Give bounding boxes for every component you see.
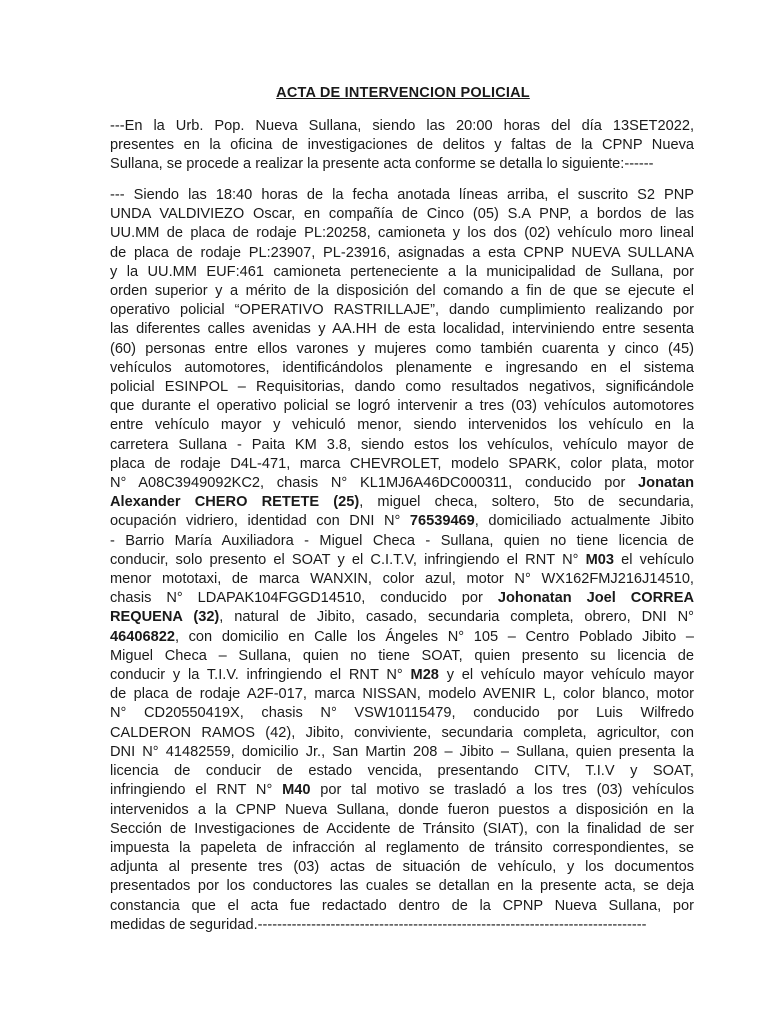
paragraph-line: conducir y la T.I.V. infringiendo el RNT N° M28 y el vehículo mayor vehículo mayor — [110, 667, 694, 684]
intro-paragraph — [110, 117, 694, 175]
paragraph-line: (60) personas entre ellos varones y mujeres como también cuarenta y cinco (45) — [110, 340, 694, 357]
paragraph-line: CALDERON RAMOS (42), Jibito, conviviente, secundaria completa, agricultor, con — [110, 724, 694, 741]
paragraph-line: REQUENA (32), natural de Jibito, casado, secundaria completa, obrero, DNI N° — [110, 609, 694, 626]
paragraph-line: operativo policial “OPERATIVO RASTRILLAJE”, dando cumplimiento realizando por — [110, 302, 694, 319]
paragraph-line: N° CD20550419X, chasis N° VSW10115479, conducido por Luis Wilfredo — [110, 705, 694, 722]
paragraph-line: DNI N° 41482559, domicilio Jr., San Martin 208 – Jibito – Sullana, quien presenta la — [110, 743, 694, 760]
paragraph-line: N° A08C3949092KC2, chasis N° KL1MJ6A46DC000311, conducido por Jonatan — [110, 475, 694, 492]
paragraph-line: Miguel Checa – Sullana, quien no tiene SOAT, quien presento su licencia de — [110, 647, 694, 664]
paragraph-line: presentados por los conductores las cuales se detallan en la presente acta, se deja — [110, 878, 694, 895]
paragraph-line: carretera Sullana - Paita KM 3.8, siendo estos los vehículos, vehículo mayor de — [110, 436, 694, 453]
document-title: ACTA DE INTERVENCION POLICIAL — [276, 85, 530, 101]
paragraph-line: Sullana, se procede a realizar la presente acta conforme se detalla lo siguiente:------ — [110, 156, 654, 173]
paragraph-line: 46406822, con domicilio en Calle los Ángeles N° 105 – Centro Poblado Jibito – — [110, 628, 694, 645]
paragraph-line: Sección de Investigaciones de Accidente de Tránsito (SIAT), con la finalidad de ser — [110, 820, 694, 837]
paragraph-line: orden superior y a mérito de la disposición del comando a fin de que se ejecute el — [110, 283, 694, 300]
paragraph-line: chasis N° LDAPAK104FGGD14510, conducido por Johonatan Joel CORREA — [110, 590, 694, 607]
paragraph-line: UU.MM de placa de rodaje PL:20258, camioneta y los dos (02) vehículo moro lineal — [110, 225, 694, 242]
paragraph-line: licencia de conducir de estado vencida, presentando CITV, T.I.V y SOAT, — [110, 763, 694, 780]
paragraph-line: constancia que el acta fue redactado dentro de la CPNP Nueva Sullana, por — [110, 897, 694, 914]
paragraph-line: menor mototaxi, de marca WANXIN, color azul, motor N° WX162FMJ216J14510, — [110, 571, 694, 588]
paragraph-line: entre vehículo mayor y vehiculó menor, siendo intervenidos los vehículo en la — [110, 417, 694, 434]
paragraph-line: ocupación vidriero, identidad con DNI N° 76539469, domiciliado actualmente Jibito — [110, 513, 694, 530]
paragraph-line: placa de rodaje D4L-471, marca CHEVROLET, modelo SPARK, color plata, motor — [110, 455, 694, 472]
paragraph-line: adjunta al presente tres (03) actas de situación de vehículo, y los documentos — [110, 859, 694, 876]
paragraph-line: de placa de rodaje A2F-017, marca NISSAN, modelo AVENIR L, color blanco, motor — [110, 686, 694, 703]
paragraph-line: medidas de seguridad.-------------------------------------------------------------------------------- — [110, 916, 647, 933]
paragraph-line: infringiendo el RNT N° M40 por tal motivo se trasladó a los tres (03) vehículos — [110, 782, 694, 799]
paragraph-line: Alexander CHERO RETETE (25), miguel checa, soltero, 5to de secundaria, — [110, 494, 694, 511]
paragraph-line: y la UU.MM EUF:461 camioneta perteneciente a la municipalidad de Sullana, por — [110, 263, 694, 280]
paragraph-line: --- Siendo las 18:40 horas de la fecha anotada líneas arriba, el suscrito S2 PNP — [110, 187, 694, 203]
paragraph-line: impuesta la papeleta de infracción al reglamento de tránsito correspondientes, se — [110, 839, 694, 856]
paragraph-line: ---En la Urb. Pop. Nueva Sullana, siendo las 20:00 horas del día 13SET2022, — [110, 118, 694, 134]
paragraph-line: las diferentes calles avenidas y AA.HH de esta localidad, interviniendo entre sesenta — [110, 321, 694, 338]
paragraph-line: intervenidos a la CPNP Nueva Sullana, donde fueron puestos a disposición en la — [110, 801, 694, 818]
paragraph-line: presentes en la oficina de investigaciones de delitos y faltas de la CPNP Nueva — [110, 137, 694, 154]
paragraph-line: conducir, solo presento el SOAT y el C.I.T.V, infringiendo el RNT N° M03 el vehículo — [110, 551, 694, 568]
paragraph-line: vehículos automotores, identificándolos plenamente e ingresando en el sistema — [110, 359, 694, 376]
paragraph-line: de placa de rodaje PL:23907, PL-23916, asignadas a esta CPNP NUEVA SULLANA — [110, 244, 694, 261]
paragraph-line: policial ESINPOL – Requisitorias, dando como resultados negativos, significándole — [110, 379, 694, 396]
paragraph-line: - Barrio María Auxiliadora - Miguel Checa - Sullana, quien no tiene licencia de — [110, 532, 694, 549]
paragraph-line: UNDA VALDIVIEZO Oscar, en compañía de Cinco (05) S.A PNP, a bordos de las — [110, 206, 694, 223]
paragraph-line: que durante el operativo policial se logró intervenir a tres (03) vehículos automotores — [110, 398, 694, 415]
body-paragraph — [110, 186, 694, 935]
